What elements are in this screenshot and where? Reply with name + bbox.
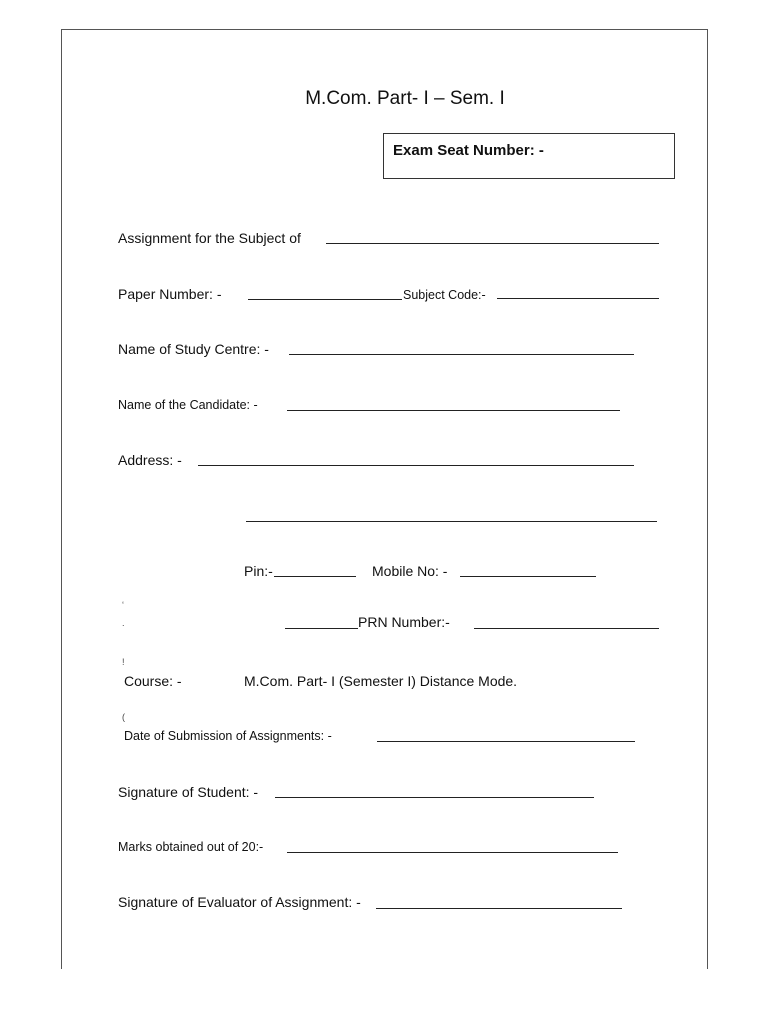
page-title: M.Com. Part- I – Sem. I: [305, 88, 505, 109]
marks-field[interactable]: [287, 852, 618, 853]
submission-date-field[interactable]: [377, 741, 635, 742]
paper-number-label: Paper Number: -: [118, 286, 222, 302]
study-centre-label: Name of Study Centre: -: [118, 341, 269, 357]
student-signature-field[interactable]: [275, 797, 594, 798]
address-field-line2[interactable]: [246, 521, 657, 522]
evaluator-signature-field[interactable]: [376, 908, 622, 909]
margin-mark: ‘: [122, 600, 124, 610]
prn-label: PRN Number:-: [358, 614, 450, 630]
mobile-label: Mobile No: -: [372, 563, 448, 579]
subject-code-field[interactable]: [497, 298, 659, 299]
mobile-field[interactable]: [460, 576, 596, 577]
margin-mark: !: [122, 657, 125, 667]
exam-seat-box[interactable]: [383, 133, 675, 179]
subject-code-label: Subject Code:-: [403, 288, 486, 302]
student-signature-label: Signature of Student: -: [118, 784, 259, 800]
paper-number-field[interactable]: [248, 299, 402, 300]
course-label: Course: -: [124, 673, 182, 689]
evaluator-signature-label: Signature of Evaluator of Assignment: -: [118, 894, 361, 910]
candidate-field[interactable]: [287, 410, 620, 411]
exam-seat-label: Exam Seat Number: -: [393, 142, 544, 159]
margin-mark: .: [122, 618, 125, 628]
prn-field[interactable]: [474, 628, 659, 629]
pin-field[interactable]: [274, 576, 356, 577]
address-field-line1[interactable]: [198, 465, 634, 466]
address-label: Address: -: [118, 452, 182, 468]
study-centre-field[interactable]: [289, 354, 634, 355]
subject-field[interactable]: [326, 243, 659, 244]
pin-label: Pin:-: [244, 563, 273, 579]
margin-mark: (: [122, 712, 125, 722]
subject-label: Assignment for the Subject of: [118, 230, 301, 246]
candidate-label: Name of the Candidate: -: [118, 398, 258, 412]
marks-label: Marks obtained out of 20:-: [118, 840, 264, 854]
prn-prefix-field[interactable]: [285, 628, 358, 629]
course-value: M.Com. Part- I (Semester I) Distance Mode.: [244, 673, 518, 689]
submission-date-label: Date of Submission of Assignments: -: [124, 729, 332, 743]
